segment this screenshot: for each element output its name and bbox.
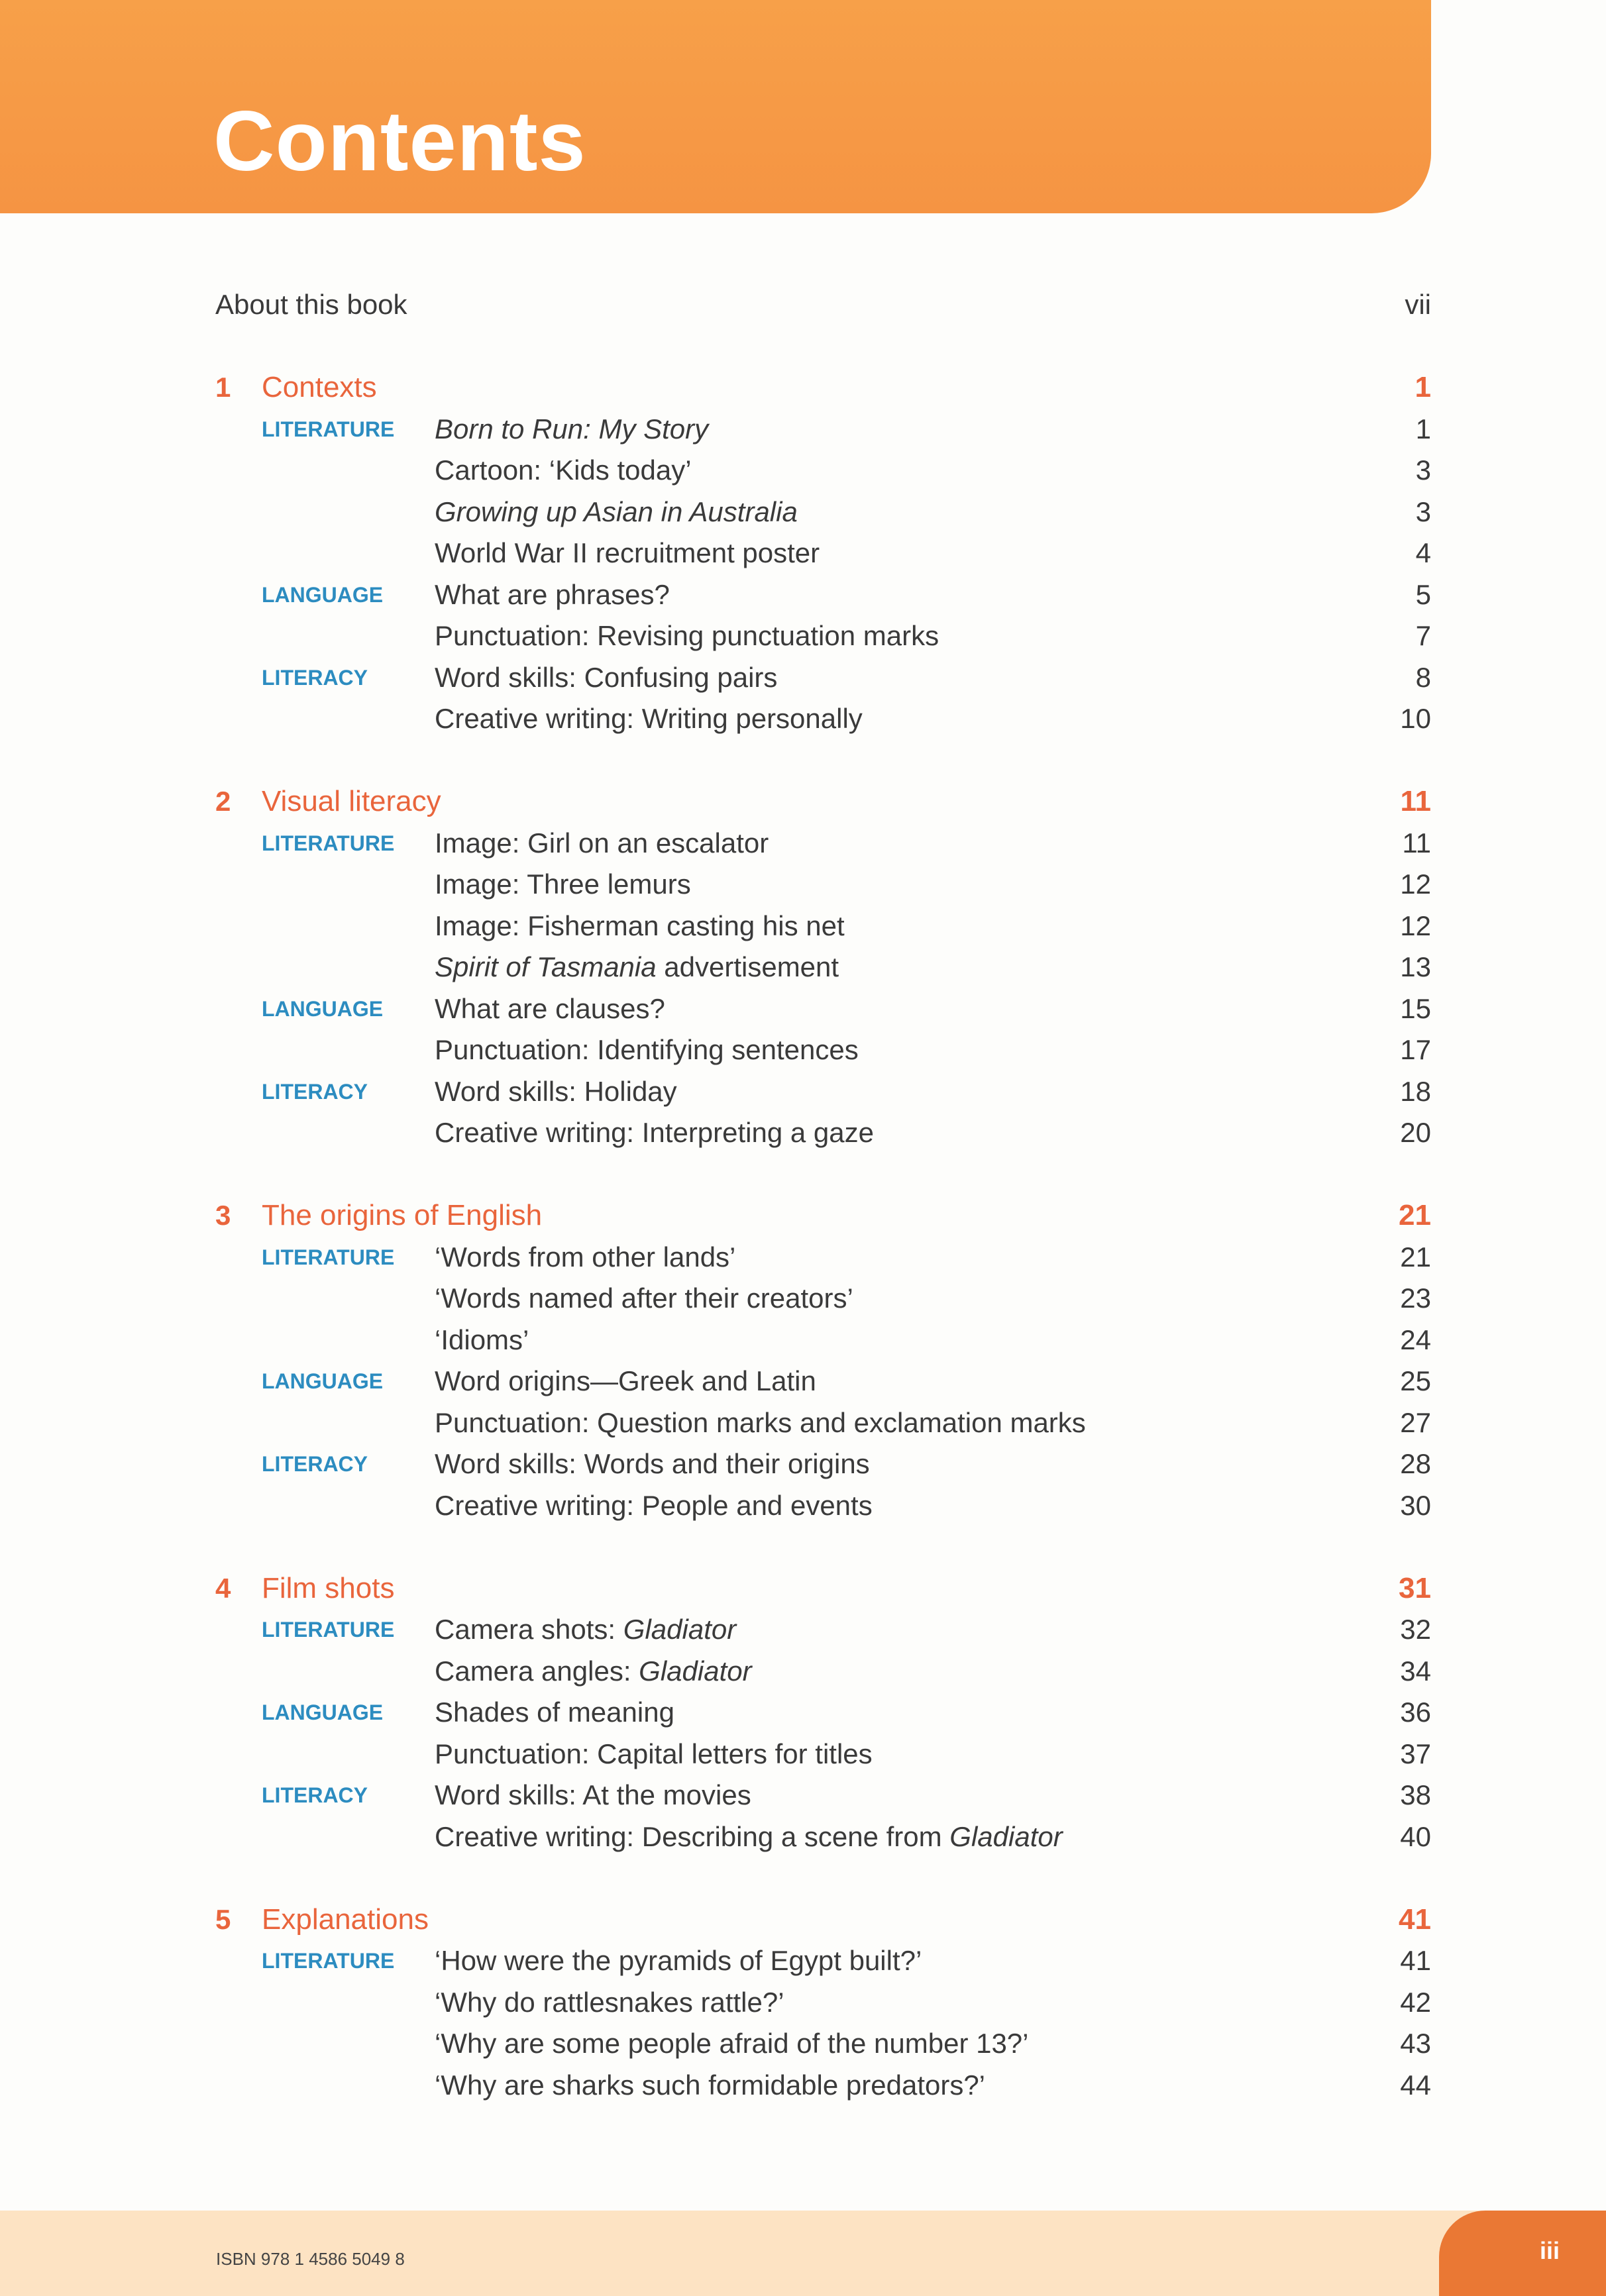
section-label: LITERACY — [262, 1079, 368, 1104]
entry-page: 24 — [1400, 1324, 1431, 1355]
chapter-heading-3[interactable] — [0, 1195, 1606, 1237]
entry-text: Creative writing: Writing personally — [435, 703, 863, 734]
entry-title — [435, 1278, 853, 1320]
entry-text: Creative writing: People and events — [435, 1489, 873, 1521]
entry-text: ‘Words from other lands’ — [435, 1241, 736, 1273]
entry-page: 37 — [1400, 1738, 1431, 1769]
entry-text: Camera shots: — [435, 1614, 623, 1645]
entry-page: 3 — [1415, 454, 1431, 486]
entry-text: Cartoon: ‘Kids today’ — [435, 454, 692, 486]
entry-text: Word skills: Words and their origins — [435, 1448, 870, 1479]
entry-title — [435, 1320, 529, 1361]
entry-page: 15 — [1400, 992, 1431, 1024]
toc-entry[interactable] — [0, 1940, 1606, 1982]
entry-page: 40 — [1400, 1820, 1431, 1852]
section-label: LANGUAGE — [262, 996, 384, 1021]
entry-text: ‘Why are some people afraid of the number 13?’ — [435, 2028, 1029, 2059]
entry-page: 8 — [1415, 661, 1431, 693]
entry-title — [435, 1029, 859, 1071]
toc-entry[interactable] — [0, 823, 1606, 864]
section-label: LITERACY — [262, 1783, 368, 1807]
chapter-number: 2 — [215, 786, 231, 817]
entry-title — [435, 906, 845, 947]
entry-text: Camera angles: — [435, 1655, 639, 1687]
toc-entry[interactable] — [0, 657, 1606, 699]
entry-title — [435, 1361, 816, 1402]
entry-text: Punctuation: Revising punctuation marks — [435, 620, 939, 651]
toc-entry[interactable] — [0, 1816, 1606, 1858]
entry-text: What are phrases? — [435, 578, 670, 610]
italic-title: Gladiator — [639, 1655, 752, 1687]
entry-title — [435, 1609, 736, 1651]
entry-page: 7 — [1415, 620, 1431, 651]
chapter-title: Contexts — [262, 371, 377, 403]
entry-page: 11 — [1402, 827, 1431, 859]
chapter-number: 4 — [215, 1572, 231, 1604]
page-number: iii — [1539, 2237, 1560, 2264]
entry-title — [435, 1443, 870, 1485]
entry-title — [435, 1402, 1086, 1444]
chapter-heading-4[interactable] — [0, 1568, 1606, 1610]
entry-title — [435, 988, 665, 1030]
entry-page: 38 — [1400, 1779, 1431, 1810]
entry-page: 43 — [1400, 2028, 1431, 2059]
chapter-heading-5[interactable] — [0, 1899, 1606, 1941]
toc-entry[interactable] — [0, 1361, 1606, 1402]
entry-text: Shades of meaning — [435, 1696, 674, 1728]
chapter-title: The origins of English — [262, 1199, 543, 1231]
toc-entry[interactable] — [0, 1485, 1606, 1527]
chapter-title: Film shots — [262, 1571, 395, 1604]
toc-entry[interactable] — [0, 409, 1606, 450]
entry-page: 21 — [1400, 1241, 1431, 1273]
toc-entry[interactable] — [0, 947, 1606, 988]
toc-entry[interactable] — [0, 1651, 1606, 1693]
toc-entry[interactable] — [0, 1029, 1606, 1071]
italic-title: Growing up Asian in Australia — [435, 496, 798, 527]
table-of-contents — [0, 284, 1606, 2106]
italic-title: Born to Run: My Story — [435, 413, 709, 444]
chapter-heading-1[interactable] — [0, 367, 1606, 409]
entry-title — [435, 1734, 873, 1775]
entry-text: World War II recruitment poster — [435, 537, 820, 568]
entry-title — [435, 574, 670, 616]
chapter-page: 21 — [1399, 1199, 1431, 1231]
toc-entry[interactable] — [0, 2065, 1606, 2107]
entry-text: ‘Why are sharks such formidable predators?’ — [435, 2069, 986, 2101]
chapter-heading-2[interactable] — [0, 781, 1606, 823]
entry-page: 42 — [1400, 1986, 1431, 2018]
toc-entry[interactable] — [0, 1237, 1606, 1278]
entry-page: 23 — [1400, 1282, 1431, 1314]
entry-page: 41 — [1400, 1945, 1431, 1976]
chapter-page: 1 — [1415, 371, 1431, 403]
chapter-number: 5 — [215, 1903, 231, 1935]
entry-page: 25 — [1400, 1365, 1431, 1396]
entry-title — [435, 2023, 1029, 2065]
toc-entry[interactable] — [0, 1982, 1606, 2024]
entry-text: Word origins—Greek and Latin — [435, 1365, 816, 1396]
entry-title — [435, 657, 777, 699]
chapter-title: Explanations — [262, 1903, 429, 1936]
entry-page: 10 — [1400, 703, 1431, 734]
entry-title — [435, 450, 692, 492]
toc-entry[interactable] — [0, 1734, 1606, 1775]
entry-text: Image: Fisherman casting his net — [435, 910, 845, 941]
section-label: LITERACY — [262, 665, 368, 690]
entry-page: 20 — [1400, 1117, 1431, 1148]
toc-entry[interactable] — [0, 1692, 1606, 1734]
entry-title — [435, 1485, 873, 1527]
section-label: LANGUAGE — [262, 1369, 384, 1393]
entry-text: ‘Words named after their creators’ — [435, 1282, 853, 1314]
entry-page: 17 — [1400, 1034, 1431, 1065]
section-label: LITERATURE — [262, 1245, 395, 1269]
italic-title: Gladiator — [623, 1614, 737, 1645]
entry-title — [435, 409, 708, 450]
toc-entry[interactable] — [0, 1112, 1606, 1154]
section-label: LITERACY — [262, 1452, 368, 1476]
entry-text: Punctuation: Capital letters for titles — [435, 1738, 873, 1769]
entry-page: 13 — [1400, 951, 1431, 982]
entry-text: Word skills: Holiday — [435, 1075, 677, 1107]
entry-title — [435, 1982, 784, 2024]
entry-text: ‘Idioms’ — [435, 1324, 529, 1355]
toc-entry[interactable] — [0, 988, 1606, 1030]
chapter-number: 1 — [215, 372, 231, 403]
entry-page: 34 — [1400, 1655, 1431, 1687]
entry-title — [435, 1071, 677, 1113]
toc-entry[interactable] — [0, 615, 1606, 657]
entry-title — [435, 615, 939, 657]
toc-entry-about[interactable] — [0, 284, 1606, 326]
entry-page: 44 — [1400, 2069, 1431, 2101]
toc-entry[interactable] — [0, 698, 1606, 740]
entry-page: 3 — [1415, 496, 1431, 527]
contents-header-band — [0, 0, 1431, 213]
entry-text: Creative writing: Interpreting a gaze — [435, 1117, 874, 1148]
section-label: LITERATURE — [262, 831, 395, 855]
entry-title — [435, 1692, 674, 1734]
entry-text: Word skills: At the movies — [435, 1779, 751, 1810]
entry-text: Punctuation: Identifying sentences — [435, 1034, 859, 1065]
entry-title — [435, 1237, 735, 1278]
entry-title — [435, 947, 839, 988]
section-label: LITERATURE — [262, 1949, 395, 1973]
section-label: LITERATURE — [262, 1618, 395, 1642]
toc-entry[interactable] — [0, 492, 1606, 533]
spacer — [0, 1857, 1606, 1899]
toc-entry[interactable] — [0, 1402, 1606, 1444]
toc-entry[interactable] — [0, 574, 1606, 616]
entry-text: Image: Three lemurs — [435, 868, 691, 900]
toc-entry[interactable] — [0, 1609, 1606, 1651]
entry-title — [435, 533, 820, 574]
entry-title: About this book — [215, 289, 407, 320]
section-label: LANGUAGE — [262, 582, 384, 607]
isbn-text: ISBN 978 1 4586 5049 8 — [216, 2249, 405, 2269]
entry-title — [435, 1775, 751, 1816]
entry-page: 4 — [1415, 537, 1431, 568]
entry-page: 30 — [1400, 1489, 1431, 1521]
toc-entry[interactable] — [0, 533, 1606, 574]
entry-title — [435, 1651, 752, 1693]
spacer — [0, 1526, 1606, 1568]
entry-page: 32 — [1400, 1614, 1431, 1645]
entry-title — [435, 1940, 922, 1982]
toc-entry[interactable] — [0, 864, 1606, 906]
italic-title: Spirit of Tasmania — [435, 951, 657, 982]
section-label: LANGUAGE — [262, 1700, 384, 1724]
entry-text: Creative writing: Describing a scene from — [435, 1820, 950, 1852]
entry-title — [435, 1816, 1063, 1858]
toc-entry[interactable] — [0, 2023, 1606, 2065]
toc-entry[interactable] — [0, 1443, 1606, 1485]
toc-entry[interactable] — [0, 1071, 1606, 1113]
folio-tab — [1439, 2211, 1606, 2296]
entry-page: vii — [1405, 289, 1431, 320]
entry-page: 36 — [1400, 1696, 1431, 1728]
entry-text: Punctuation: Question marks and exclamation marks — [435, 1406, 1086, 1438]
entry-page: 18 — [1400, 1075, 1431, 1107]
toc-entry[interactable] — [0, 1320, 1606, 1361]
entry-text: Word skills: Confusing pairs — [435, 661, 778, 693]
entry-text: ‘Why do rattlesnakes rattle?’ — [435, 1986, 784, 2018]
chapter-title: Visual literacy — [262, 785, 441, 817]
entry-text: ‘How were the pyramids of Egypt built?’ — [435, 1945, 922, 1976]
entry-title — [435, 823, 769, 864]
chapter-page: 11 — [1400, 785, 1431, 817]
section-label: LITERATURE — [262, 417, 395, 441]
spacer — [0, 326, 1606, 368]
toc-entry[interactable] — [0, 906, 1606, 947]
entry-title — [435, 1112, 874, 1154]
toc-entry[interactable] — [0, 450, 1606, 492]
entry-text: Image: Girl on an escalator — [435, 827, 769, 859]
entry-title — [435, 492, 798, 533]
entry-page: 1 — [1415, 413, 1431, 444]
spacer — [0, 740, 1606, 782]
toc-entry[interactable] — [0, 1775, 1606, 1816]
entry-page: 12 — [1400, 910, 1431, 941]
entry-page: 27 — [1400, 1406, 1431, 1438]
entry-page: 12 — [1400, 868, 1431, 900]
entry-text: What are clauses? — [435, 992, 665, 1024]
chapter-page: 41 — [1399, 1903, 1431, 1936]
entry-page: 5 — [1415, 578, 1431, 610]
entry-title — [435, 2065, 985, 2107]
entry-text: advertisement — [656, 951, 839, 982]
entry-title — [435, 864, 691, 906]
toc-entry[interactable] — [0, 1278, 1606, 1320]
chapter-number: 3 — [215, 1200, 231, 1231]
chapter-page: 31 — [1399, 1571, 1431, 1604]
entry-title — [435, 698, 863, 740]
italic-title: Gladiator — [949, 1820, 1063, 1852]
entry-page: 28 — [1400, 1448, 1431, 1479]
page-title: Contents — [213, 94, 586, 189]
spacer — [0, 1154, 1606, 1196]
